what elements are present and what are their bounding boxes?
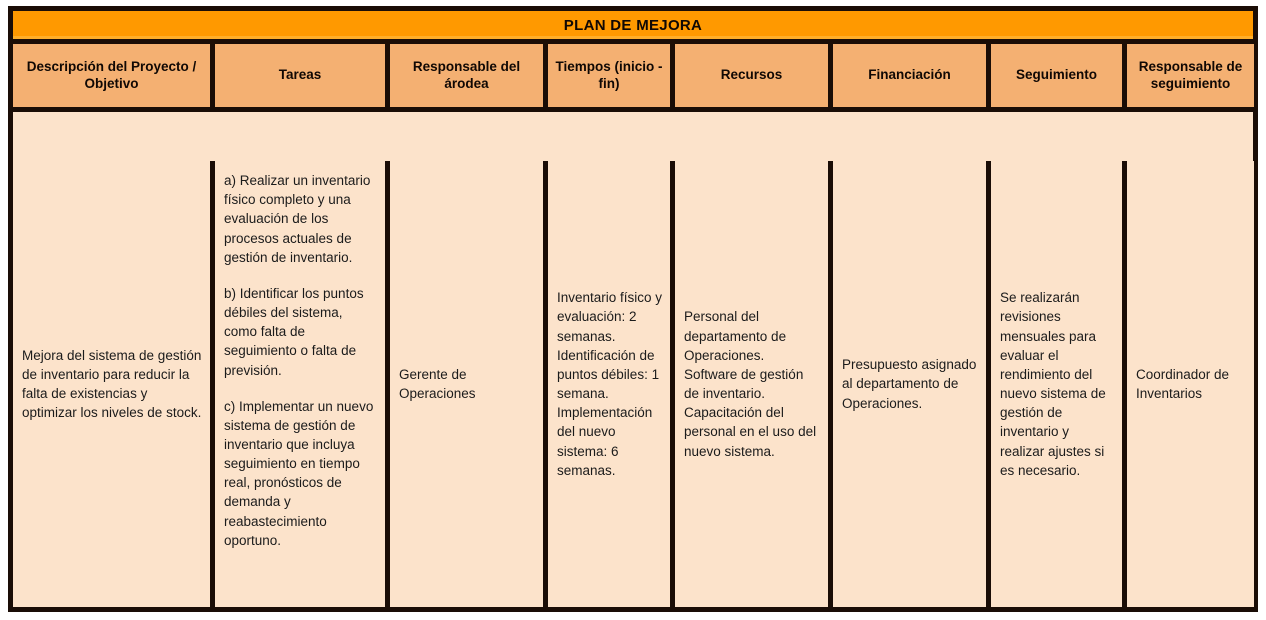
plan-de-mejora-table (8, 6, 1258, 612)
cell-recursos (675, 161, 833, 607)
column-header-label: Financiación (868, 67, 951, 83)
table-grid (13, 44, 1253, 607)
cell-text: Presupuesto asignado al departamento de Operaciones. (842, 357, 977, 411)
tarea-item: a) Realizar un inventario físico completo y una evaluación de los procesos actuales de gestión de inventario. (224, 173, 371, 265)
column-header-label: Descripción del Proyecto / Objetivo (26, 58, 197, 91)
column-header-label: Responsable del árodea (412, 58, 521, 91)
column-header-label: Tiempos (inicio - fin) (555, 58, 663, 91)
column-header-responsable-area (390, 44, 548, 112)
column-header-financiacion (833, 44, 991, 112)
cell-text: Mejora del sistema de gestión de inventario para reducir la falta de existencias y optimizar los niveles de stock. (22, 347, 202, 421)
cell-responsable-seguimiento (1127, 161, 1254, 607)
column-header-seguimiento (991, 44, 1127, 112)
cell-text: Coordinador de Inventarios (1136, 366, 1230, 402)
column-header-descripcion (13, 44, 215, 112)
cell-financiacion (833, 161, 991, 607)
tarea-item: c) Implementar un nuevo sistema de gestión de inventario que incluya seguimiento en tiempo real, pronósticos de demanda y reabastecimiento oportuno. (224, 398, 374, 548)
column-header-responsable-seguimiento (1127, 44, 1254, 112)
cell-responsable-area (390, 161, 548, 607)
cell-tiempos (548, 161, 675, 607)
column-header-label: Recursos (720, 67, 783, 83)
cell-text: Se realizarán revisiones mensuales para evaluar el rendimiento del nuevo sistema de gestión de inventario y realizar ajustes si es necesario. (1000, 290, 1106, 478)
table-title-bar (13, 11, 1253, 44)
cell-text: Gerente de Operaciones (399, 366, 476, 402)
cell-seguimiento (991, 161, 1127, 607)
cell-text: Inventario físico y evaluación: 2 semanas. Identificación de puntos débiles: 1 semana. Implementación del nuevo sistema: 6 semanas. (557, 290, 663, 478)
cell-tareas (215, 161, 390, 607)
column-header-recursos (675, 44, 833, 112)
page-title: PLAN DE MEJORA (563, 16, 703, 34)
cell-text: Personal del departamento de Operaciones. Software de gestión de inventario. Capacitación del personal en el uso del nuevo sistema. (684, 309, 817, 459)
column-header-label: Responsable de seguimiento (1138, 58, 1243, 91)
column-header-tiempos (548, 44, 675, 112)
column-header-label: Seguimiento (1015, 67, 1097, 83)
column-header-label: Tareas (278, 67, 322, 83)
tarea-item: b) Identificar los puntos débiles del sistema, como falta de seguimiento o falta de previsión. (224, 285, 364, 378)
column-header-tareas (215, 44, 390, 112)
cell-descripcion (13, 161, 215, 607)
